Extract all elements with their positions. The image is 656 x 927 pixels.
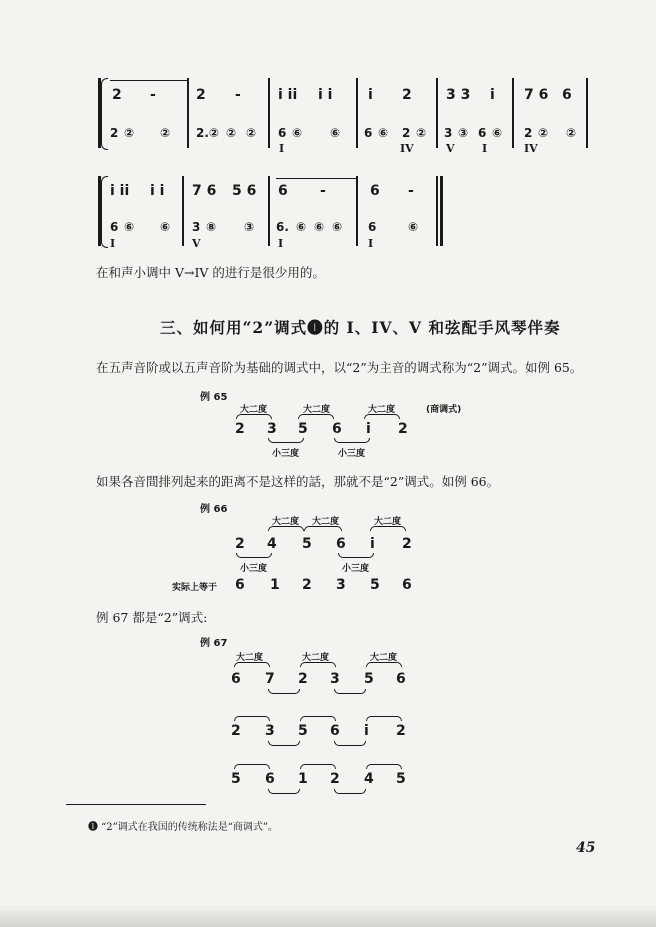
note: 7 6	[524, 87, 549, 103]
note: 2	[402, 126, 411, 140]
note: 1	[270, 577, 280, 593]
note: i	[490, 87, 495, 103]
chord-roman: V	[446, 142, 455, 155]
note: 6	[364, 126, 373, 140]
example-label: 例 67	[200, 638, 228, 649]
note: ⑥	[492, 126, 503, 140]
note: 2	[298, 671, 308, 687]
note: ②	[124, 126, 135, 140]
note: 2	[402, 536, 412, 552]
chord-roman: IV	[524, 142, 538, 155]
note: ②	[538, 126, 549, 140]
note: i i	[318, 87, 333, 103]
note: ②	[160, 126, 171, 140]
interval-label: 大二度	[302, 653, 330, 663]
note: i	[368, 87, 373, 103]
note: ⑥	[160, 220, 171, 234]
note: ⑥	[314, 220, 325, 234]
note: i ii	[278, 87, 298, 103]
interval-label: 大二度	[312, 517, 340, 527]
note: 6	[396, 671, 406, 687]
note: ⑥	[330, 126, 341, 140]
interval-label: 小三度	[272, 449, 300, 459]
chord-roman: I	[368, 237, 374, 250]
interval-label: 小三度	[240, 564, 268, 574]
note: -	[150, 87, 156, 103]
note: 6	[478, 126, 487, 140]
note: 3	[265, 723, 275, 739]
note: 2	[330, 771, 340, 787]
note: ⑥	[408, 220, 419, 234]
note: 3 3	[446, 87, 471, 103]
note: 2	[302, 577, 312, 593]
interval-label: 大二度	[370, 653, 398, 663]
footnote: ❶ “2”调式在我国的传统称法是“商调式”。	[88, 822, 278, 833]
scan-edge	[0, 905, 656, 927]
note: 5 6	[232, 183, 257, 199]
note: 6	[110, 220, 119, 234]
page-number: 45	[576, 840, 596, 856]
chord-roman: I	[279, 142, 285, 155]
chord-roman: I	[110, 237, 116, 250]
note: 4	[364, 771, 374, 787]
note: ⑥	[124, 220, 135, 234]
text-line: 在和声小调中 V→IV 的进行是很少用的。	[96, 265, 325, 280]
note: ⑥	[292, 126, 303, 140]
paragraph: 如果各音間排列起来的距离不是这样的話，那就不是“2”调式。如例 66。	[96, 474, 500, 489]
mode-label: (商调式)	[426, 405, 462, 415]
note: ③	[458, 126, 469, 140]
note: 3	[444, 126, 453, 140]
note: ⑥	[296, 220, 307, 234]
note: i ii	[110, 183, 130, 199]
note: -	[320, 183, 326, 199]
note: 2.②	[196, 126, 220, 140]
note: 2	[235, 421, 245, 437]
note: ②	[246, 126, 257, 140]
note: 5	[302, 536, 312, 552]
note: -	[408, 183, 414, 199]
section-heading: 三、如何用“2”调式❶的 I、IV、V 和弦配手风琴伴奏	[160, 318, 561, 337]
note: i	[366, 421, 371, 437]
chord-roman: V	[192, 237, 201, 250]
chord-roman: I	[278, 237, 284, 250]
note: ②	[566, 126, 577, 140]
paragraph: 例 67 都是“2”调式:	[96, 610, 208, 625]
note: 6	[562, 87, 572, 103]
note: i i	[150, 183, 165, 199]
interval-label: 小三度	[338, 449, 366, 459]
note: 2	[110, 126, 119, 140]
note: 7	[265, 671, 275, 687]
note: 5	[396, 771, 406, 787]
note: 6.	[276, 220, 289, 234]
note: 6	[278, 183, 288, 199]
note: 4	[267, 536, 277, 552]
note: 2	[396, 723, 406, 739]
note: 6	[402, 577, 412, 593]
note: ⑧	[206, 220, 217, 234]
note: 6	[278, 126, 287, 140]
note: i	[364, 723, 369, 739]
note: 6	[336, 536, 346, 552]
note: 6	[235, 577, 245, 593]
interval-label: 大二度	[272, 517, 300, 527]
equivalent-label: 实际上等于	[172, 583, 218, 593]
note: 2	[398, 421, 408, 437]
footnote-rule	[66, 804, 206, 805]
interval-label: 大二度	[303, 405, 331, 415]
note: ⑥	[332, 220, 343, 234]
interval-label: 大二度	[240, 405, 268, 415]
example-label: 例 65	[200, 392, 228, 403]
note: 2	[402, 87, 412, 103]
note: i	[370, 536, 375, 552]
note: 3	[330, 671, 340, 687]
interval-label: 小三度	[342, 564, 370, 574]
note: 1	[298, 771, 308, 787]
chord-roman: IV	[400, 142, 414, 155]
note: 3	[336, 577, 346, 593]
note: 2	[231, 723, 241, 739]
note: ⑥	[378, 126, 389, 140]
note: 7 6	[192, 183, 217, 199]
note: 5	[231, 771, 241, 787]
note: 2	[235, 536, 245, 552]
note: 6	[231, 671, 241, 687]
note: 2	[524, 126, 533, 140]
paragraph: 在五声音阶或以五声音阶为基础的调式中，以“2”为主音的调式称为“2”调式。如例 65。	[96, 360, 583, 375]
note: ②	[416, 126, 427, 140]
note: 6	[330, 723, 340, 739]
note: -	[235, 87, 241, 103]
note: 3	[192, 220, 201, 234]
note: 6	[370, 183, 380, 199]
interval-label: 大二度	[236, 653, 264, 663]
interval-label: 大二度	[374, 517, 402, 527]
note: 2	[112, 87, 122, 103]
note: ③	[244, 220, 255, 234]
note: 5	[370, 577, 380, 593]
chord-roman: I	[482, 142, 488, 155]
note: 6	[265, 771, 275, 787]
note: 5	[298, 723, 308, 739]
note: 6	[332, 421, 342, 437]
note: ②	[226, 126, 237, 140]
note: 2	[196, 87, 206, 103]
note: 3	[267, 421, 277, 437]
note: 6	[368, 220, 377, 234]
note: 5	[298, 421, 308, 437]
interval-label: 大二度	[368, 405, 396, 415]
note: 5	[364, 671, 374, 687]
example-label: 例 66	[200, 504, 228, 515]
